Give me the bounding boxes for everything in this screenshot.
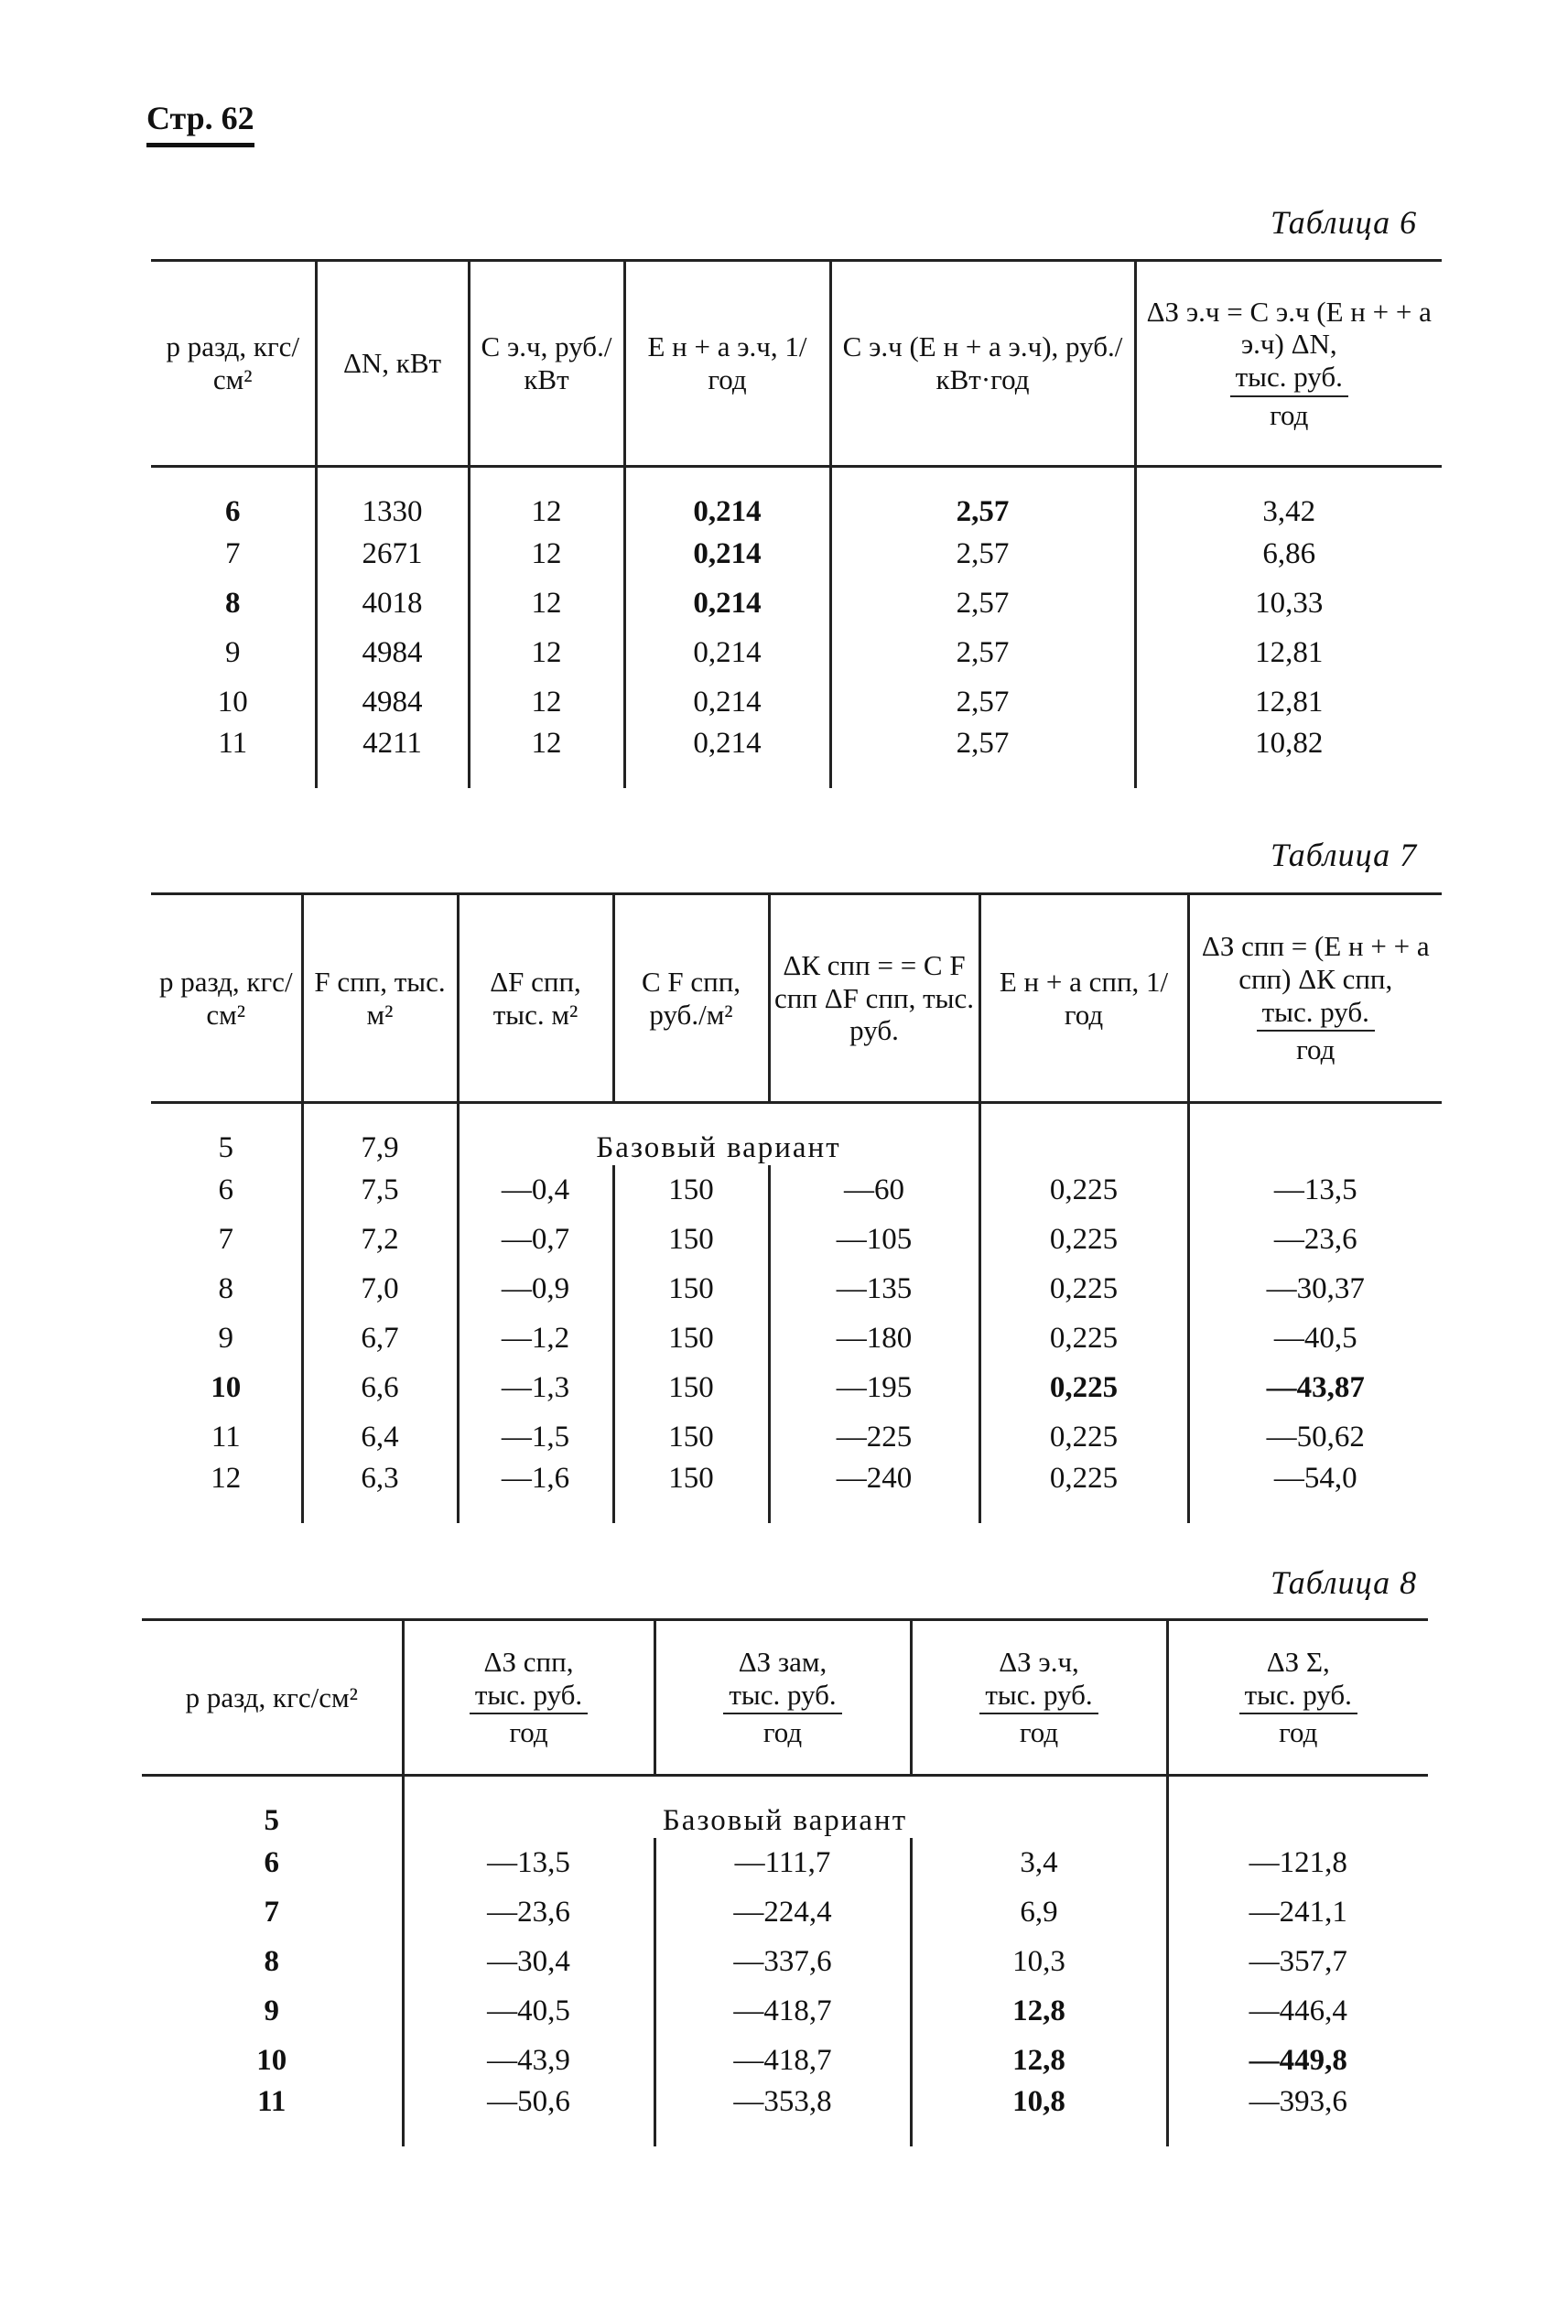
table8-header-dz-ech: ΔЗ э.ч, тыс. руб. год [911, 1620, 1167, 1776]
table7-header-dk: ΔК спп = = С F спп ΔF спп, тыс. руб. [769, 894, 979, 1103]
table6-header-dz-frac: $\frac{\text{тыс. руб.}}{\text{год}}$ [1230, 361, 1348, 431]
table-row: 11 6,4 —1,5 150 —225 0,225 —50,62 [151, 1412, 1442, 1462]
table7-header-dz [1188, 894, 1442, 1103]
table-row: 8 4018 12 0,214 2,57 10,33 [151, 578, 1442, 628]
table6-header-row [151, 261, 1442, 467]
table-row: 10 6,6 —1,3 150 —195 0,225 —43,87 [151, 1363, 1442, 1412]
table7-header-f: F спп, тыс. м² [302, 894, 458, 1103]
table-row: 8 7,0 —0,9 150 —135 0,225 —30,37 [151, 1264, 1442, 1313]
table6-header-e: Е н + а э.ч, 1/год [624, 261, 830, 467]
table8 [142, 1618, 1428, 2146]
table-row: 9 6,7 —1,2 150 —180 0,225 —40,5 [151, 1313, 1442, 1363]
table-row: 12 6,3 —1,6 150 —240 0,225 —54,0 [151, 1462, 1442, 1523]
table7-header-e: Е н + а спп, 1/год [979, 894, 1188, 1103]
table7-header-dz-frac: $\frac{\text{тыс. руб.}}{\text{год}}$ [1257, 996, 1375, 1066]
table-row: 11 4211 12 0,214 2,57 10,82 [151, 727, 1442, 788]
table7-header-cf: С F спп, руб./м² [613, 894, 769, 1103]
table-row: 6 1330 12 0,214 2,57 3,42 [151, 467, 1442, 530]
table-row: 7 7,2 —0,7 150 —105 0,225 —23,6 [151, 1215, 1442, 1264]
table8-base-label: Базовый вариант [403, 1776, 1167, 1839]
table7-base-label: Базовый вариант [458, 1103, 979, 1166]
table-row: 6 —13,5 —111,7 3,4 —121,8 [142, 1838, 1428, 1887]
table7-header-p: p разд, кгс/см² [158, 965, 293, 1031]
table6-header-p: p разд, кгс/см² [166, 330, 300, 395]
table-row-base: 5 7,9 Базовый вариант [151, 1103, 1442, 1166]
table6-header-dn: ΔN, кВт [316, 261, 469, 467]
table-row: 6 7,5 —0,4 150 —60 0,225 —13,5 [151, 1165, 1442, 1215]
table-row: 10 —43,9 —418,7 12,8 —449,8 [142, 2036, 1428, 2085]
table8-header-dz-zam: ΔЗ зам, тыс. руб. год [654, 1620, 911, 1776]
table8-header-dz-sum: ΔЗ Σ, тыс. руб. год [1167, 1620, 1428, 1776]
table-row: 10 4984 12 0,214 2,57 12,81 [151, 677, 1442, 727]
table8-header-dz-spp: ΔЗ спп, тыс. руб. год [403, 1620, 654, 1776]
table-row: 7 —23,6 —224,4 6,9 —241,1 [142, 1887, 1428, 1937]
table8-header-p: p разд, кгс/см² [185, 1681, 358, 1713]
table6-header-ce: С э.ч (Е н + а э.ч), руб./кВт·год [830, 261, 1135, 467]
table8-header-row [142, 1620, 1428, 1776]
table7-header-df: ΔF спп, тыс. м² [458, 894, 613, 1103]
table6-header-c: С э.ч, руб./кВт [469, 261, 624, 467]
table-row: 8 —30,4 —337,6 10,3 —357,7 [142, 1937, 1428, 1986]
table7-header-dz-top: ΔЗ спп = (Е н + + а спп) ΔК спп, [1201, 930, 1430, 995]
table6-header-dz [1135, 261, 1442, 467]
table-row: 9 4984 12 0,214 2,57 12,81 [151, 628, 1442, 677]
table6-header-dz-top: ΔЗ э.ч = С э.ч (Е н + + а э.ч) ΔN, [1146, 295, 1432, 361]
table8-caption: Таблица 8 [1271, 1564, 1418, 1601]
page-header [146, 99, 254, 147]
table7-caption: Таблица 7 [1271, 837, 1418, 873]
table-row: 9 —40,5 —418,7 12,8 —446,4 [142, 1986, 1428, 2036]
table-row: 11 —50,6 —353,8 10,8 —393,6 [142, 2085, 1428, 2146]
table6-caption: Таблица 6 [1271, 204, 1418, 241]
table7 [151, 892, 1442, 1523]
table-row-base: 5 Базовый вариант [142, 1776, 1428, 1839]
table-row: 7 2671 12 0,214 2,57 6,86 [151, 529, 1442, 578]
table6 [151, 259, 1442, 788]
page-number: Стр. 62 [146, 99, 254, 147]
table7-header-row [151, 894, 1442, 1103]
